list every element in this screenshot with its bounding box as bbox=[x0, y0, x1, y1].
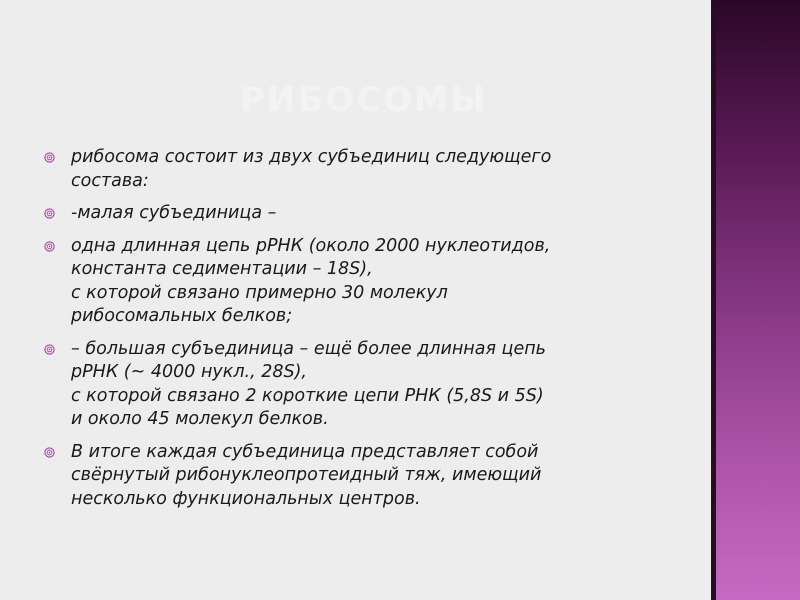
bullet-line: рибосомальных белков; bbox=[71, 306, 293, 326]
bullet-line: состава: bbox=[71, 170, 149, 191]
bullet-line: несколько функциональных центров. bbox=[71, 488, 421, 509]
bullet-line: с которой связано 2 короткие цепи РНК (5,8S и 5S) bbox=[71, 385, 544, 406]
bullet-line: – большая субъединица – ещё более длинная цепь bbox=[71, 338, 546, 359]
bullet-item bbox=[40, 202, 660, 226]
spiral-bullet-icon bbox=[44, 152, 55, 163]
bullet-item bbox=[40, 146, 660, 193]
spiral-bullet-icon bbox=[44, 208, 55, 219]
bullet-line: В итоге каждая субъединица представляет собой bbox=[71, 441, 539, 462]
bullet-item bbox=[40, 338, 660, 432]
bullet-line: рРНК (~ 4000 нукл., 28S), bbox=[71, 362, 307, 382]
bullet-line: одна длинная цепь рРНК (около 2000 нуклеотидов, bbox=[71, 235, 551, 256]
bullet-line: и около 45 молекул белков. bbox=[71, 409, 329, 429]
bullet-item bbox=[40, 235, 660, 329]
bullet-line: -малая субъединица – bbox=[71, 203, 277, 223]
bullet-item bbox=[40, 441, 660, 512]
slide-title: РИБОСОМЫ bbox=[240, 80, 488, 120]
spiral-bullet-icon bbox=[44, 241, 55, 252]
spiral-bullet-icon bbox=[44, 447, 55, 458]
decorative-side-panel bbox=[716, 0, 800, 600]
bullet-list bbox=[40, 146, 660, 520]
spiral-bullet-icon bbox=[44, 344, 55, 355]
bullet-line: константа седиментации – 18S), bbox=[71, 259, 373, 279]
bullet-line: свёрнутый рибонуклеопротеидный тяж, имеющий bbox=[71, 465, 542, 485]
bullet-line: рибосома состоит из двух субъединиц следующего bbox=[71, 147, 552, 167]
bullet-line: с которой связано примерно 30 молекул bbox=[71, 282, 448, 303]
